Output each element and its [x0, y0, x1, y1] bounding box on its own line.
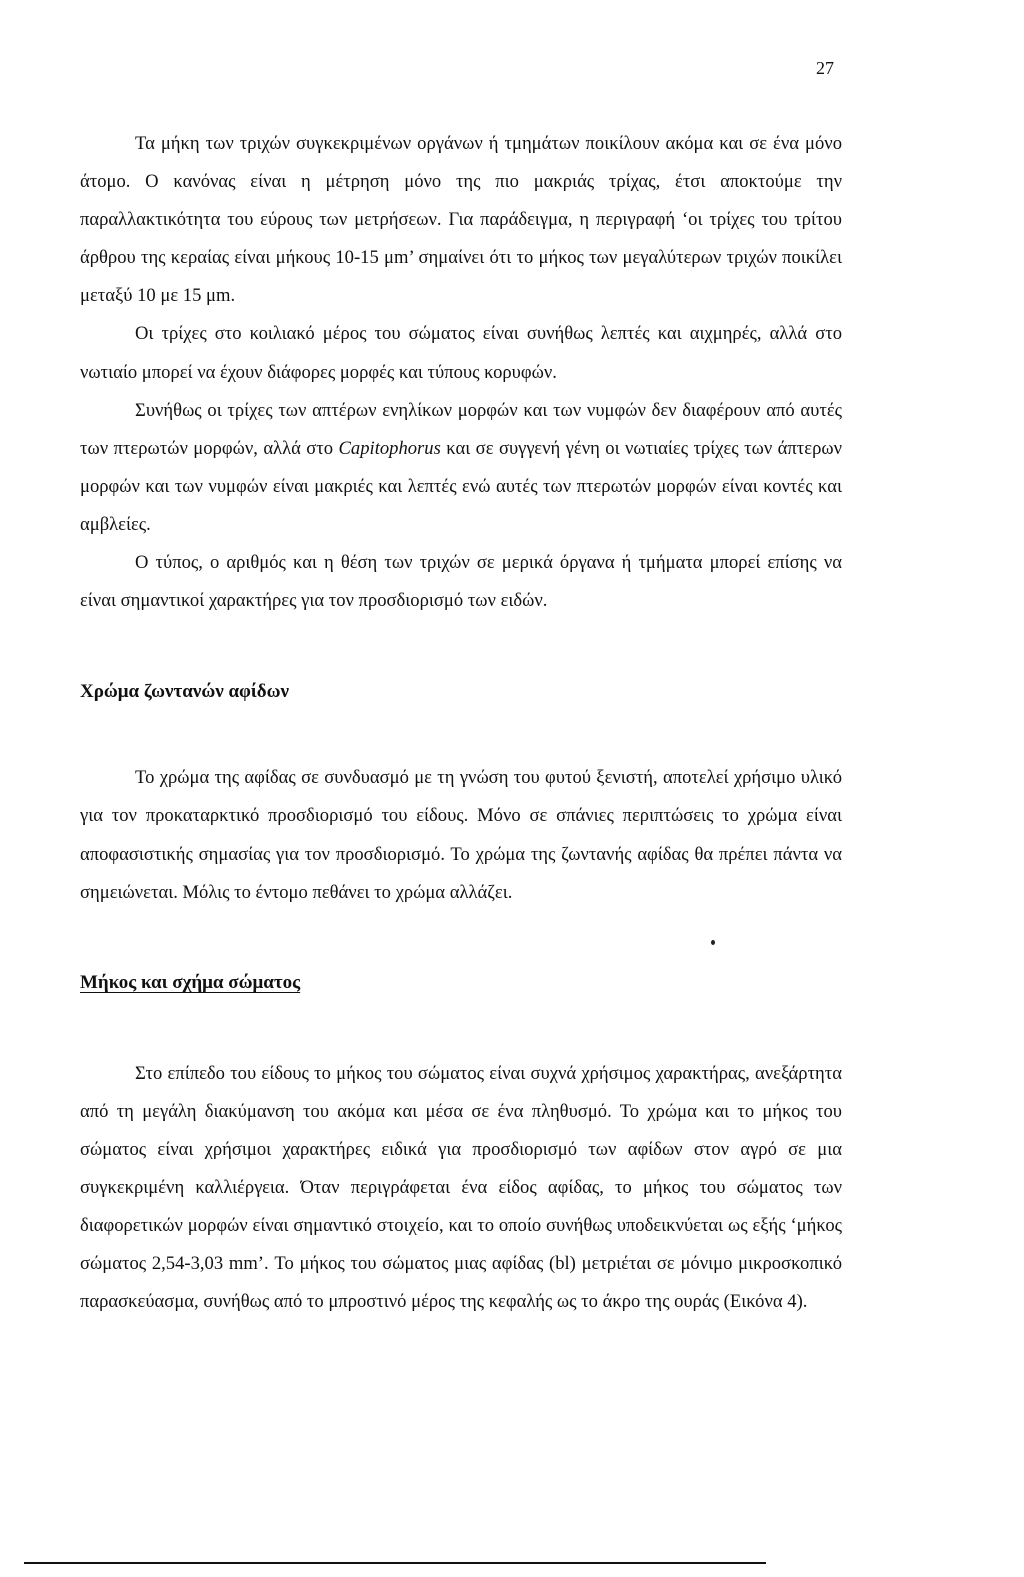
footer-rule — [24, 1562, 766, 1564]
genus-name: Capitophorus — [338, 437, 441, 459]
section-heading-length — [80, 964, 842, 1002]
page-number: 27 — [816, 58, 834, 78]
paragraph-hair-type: Ο τύπος, ο αριθμός και η θέση των τριχών σε μερικά όργανα ή τμήματα μπορεί επίσης να είναι σημαντικοί χαρακτήρες για τον προσδιορισμό των ειδών. — [80, 552, 842, 612]
paragraph-apterous-hairs-end: και σε συγγενή γένη οι νωτιαίες τρίχες των άπτερων μορφών και των νυμφών είναι μακριές και λεπτές ενώ αυτές των πτερωτών μορφών είναι κοντές και αμβλείες. — [80, 437, 843, 535]
scan-speck — [711, 940, 715, 945]
section-heading-color: Χρώμα ζωντανών αφίδων — [80, 681, 290, 703]
document-body — [80, 125, 842, 1321]
paragraph-hair-length: Τα μήκη των τριχών συγκεκριμένων οργάνων ή τμημάτων ποικίλουν ακόμα και σε ένα μόνο άτομο. Ο κανόνας είναι η μέτρηση μόνο της πιο μακριάς τρίχας, έτσι αποκτούμε την παραλλακτικότητα του εύρους των μετρήσεων. Για παράδειγμα, η περιγραφή ‘οι τρίχες του τρίτου άρθρου της κεραίας είναι μήκους 10-15 μm’ σημαίνει ότι το μήκος των μεγαλύτερων τριχών ποικίλει μεταξύ 10 με 15 μm. — [80, 133, 842, 307]
paragraph-apterous-hairs-start: Συνήθως οι τρίχες των απτέρων ενηλίκων μορφών και των νυμφών δεν διαφέρουν από αυτές των πτερωτών μορφών, αλλά στο — [80, 399, 842, 459]
paragraph-color: Το χρώμα της αφίδας σε συνδυασμό με τη γνώση του φυτού ξενιστή, αποτελεί χρήσιμο υλικό για τον προκαταρκτικό προσδιορισμό του είδους. Μόνο σε σπάνιες περιπτώσεις το χρώμα είναι αποφασιστικής σημασίας για τον προσδιορισμό. Το χρώμα της ζωντανής αφίδας θα πρέπει πάντα να σημειώνεται. Μόλις το έντομο πεθάνει το χρώμα αλλάζει. — [80, 767, 842, 903]
paragraph-body-length: Στο επίπεδο του είδους το μήκος του σώματος είναι συχνά χρήσιμος χαρακτήρας, ανεξάρτητα από τη μεγάλη διακύμανση του ακόμα και μέσα σε ένα πληθυσμό. Το χρώμα και το μήκος του σώματος είναι χρήσιμοι χαρακτήρες ειδικά για προσδιορισμό των αφίδων στον αγρό σε μια συγκεκριμένη καλλιέργεια. Όταν περιγράφεται ένα είδος αφίδας, το μήκος του σώματος των διαφορετικών μορφών είναι σημαντικό στοιχείο, και το οποίο συνήθως υποδεικνύεται ως εξής ‘μήκος σώματος 2,54-3,03 mm’. Το μήκος του σώματος μιας αφίδας (bl) μετριέται σε μόνιμο μικροσκοπικό παρασκεύασμα, συνήθως από το μπροστινό μέρος της κεφαλής ως το άκρο της ουράς (Εικόνα 4). — [80, 1062, 842, 1313]
paragraph-apterous-hairs — [80, 392, 842, 544]
paragraph-ventral-hairs: Οι τρίχες στο κοιλιακό μέρος του σώματος είναι συνήθως λεπτές και αιχμηρές, αλλά στο νωτιαίο μπορεί να έχουν διάφορες μορφές και τύπους κορυφών. — [80, 323, 842, 383]
section-heading-length-text: Μήκος και σχήμα σώματος — [80, 971, 301, 993]
